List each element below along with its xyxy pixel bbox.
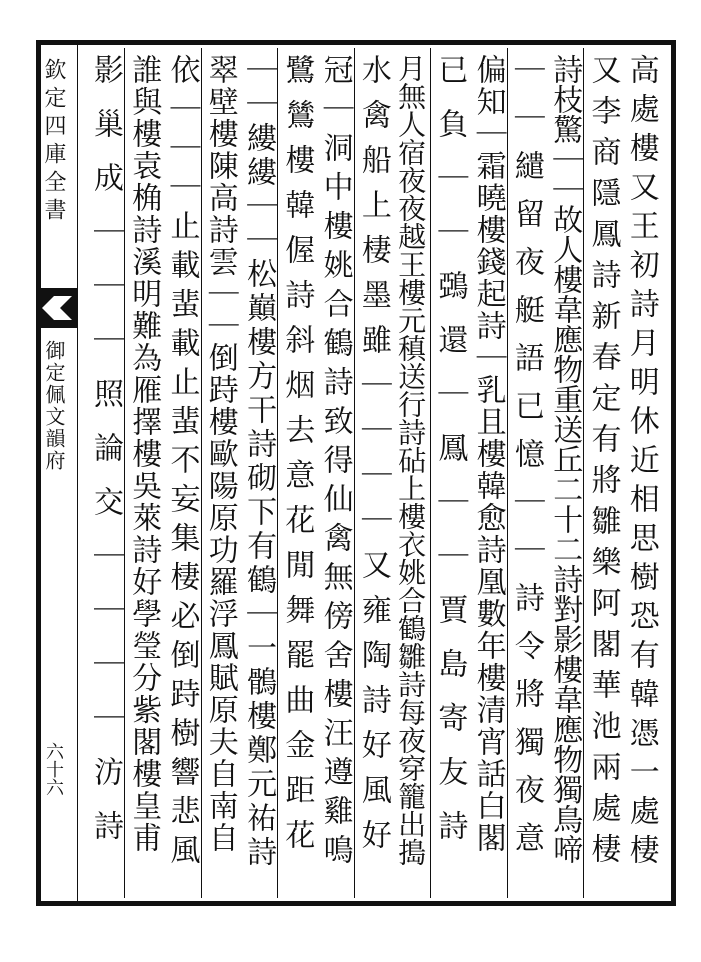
column-rule bbox=[430, 48, 431, 898]
book-title: 欽定四庫全書 bbox=[41, 58, 66, 226]
text-column: 詩枝驚｜｜故人樓韋應物重送丘二十二詩對影樓韋應物獨鳥啼 bbox=[547, 54, 583, 864]
text-column: 翠壁樓陳高詩雲｜｜倒跱樓歐陽原功羅浮鳳賦原夫自南自 bbox=[202, 54, 238, 854]
text-column: 依｜｜｜止載蜚載止蜚不妄集棲必倒跱樹響悲風 bbox=[164, 54, 200, 873]
text-column: 月無人宿夜夜越王樓元稹送行詩砧上樓衣姚合鶴雛詩每夜穿籠出搗 bbox=[394, 54, 428, 866]
fishtail-mark-icon bbox=[36, 288, 78, 328]
text-column: 鷺鷥樓韓偓詩斜烟去意花閒舞罷曲金距花 bbox=[279, 54, 315, 864]
column-rule bbox=[354, 48, 355, 898]
text-column: 高處樓又王初詩月明休近相思樹恐有韓憑一處棲 bbox=[623, 54, 659, 873]
volume-title: 御定佩文韻府 bbox=[42, 340, 66, 472]
text-column: 已負｜｜鵶還｜鳳｜｜賈島寄友詩 bbox=[432, 54, 468, 864]
text-column: 又李商隱鳳詩新春定有將雛樂阿閣華池兩處棲 bbox=[585, 54, 621, 874]
column-rule bbox=[583, 48, 584, 898]
column-rule bbox=[201, 48, 202, 898]
column-rule bbox=[124, 48, 125, 898]
text-column: ｜｜繾留夜艇語已憶｜｜詩令將獨夜意 bbox=[508, 54, 544, 870]
text-column: 冠｜洞中樓姚合鶴詩致得仙禽無傍舍樓汪遵雞鳴 bbox=[317, 54, 353, 873]
text-column: ｜｜縷縷｜｜松巔樓方干詩砌下有鶴｜一鶻樓鄭元祐詩 bbox=[241, 54, 277, 870]
column-rule bbox=[277, 48, 278, 898]
text-column: 偏知｜霜曉樓錢起詩｜乳且樓韓愈詩凰數年樓清宵話白閣 bbox=[470, 54, 506, 854]
page-number: 六十六 bbox=[43, 742, 64, 796]
column-rule bbox=[507, 48, 508, 898]
text-column: 誰與樓袁桷詩溪明難為雁擇樓吳萊詩好學瑩分紫閣樓皇甫 bbox=[126, 54, 162, 854]
text-column: 影巢成｜｜｜照論交｜｜｜｜汸詩 bbox=[88, 54, 123, 864]
text-column: 水禽船上棲墨雖｜｜｜｜又雍陶詩好風好 bbox=[355, 54, 391, 864]
